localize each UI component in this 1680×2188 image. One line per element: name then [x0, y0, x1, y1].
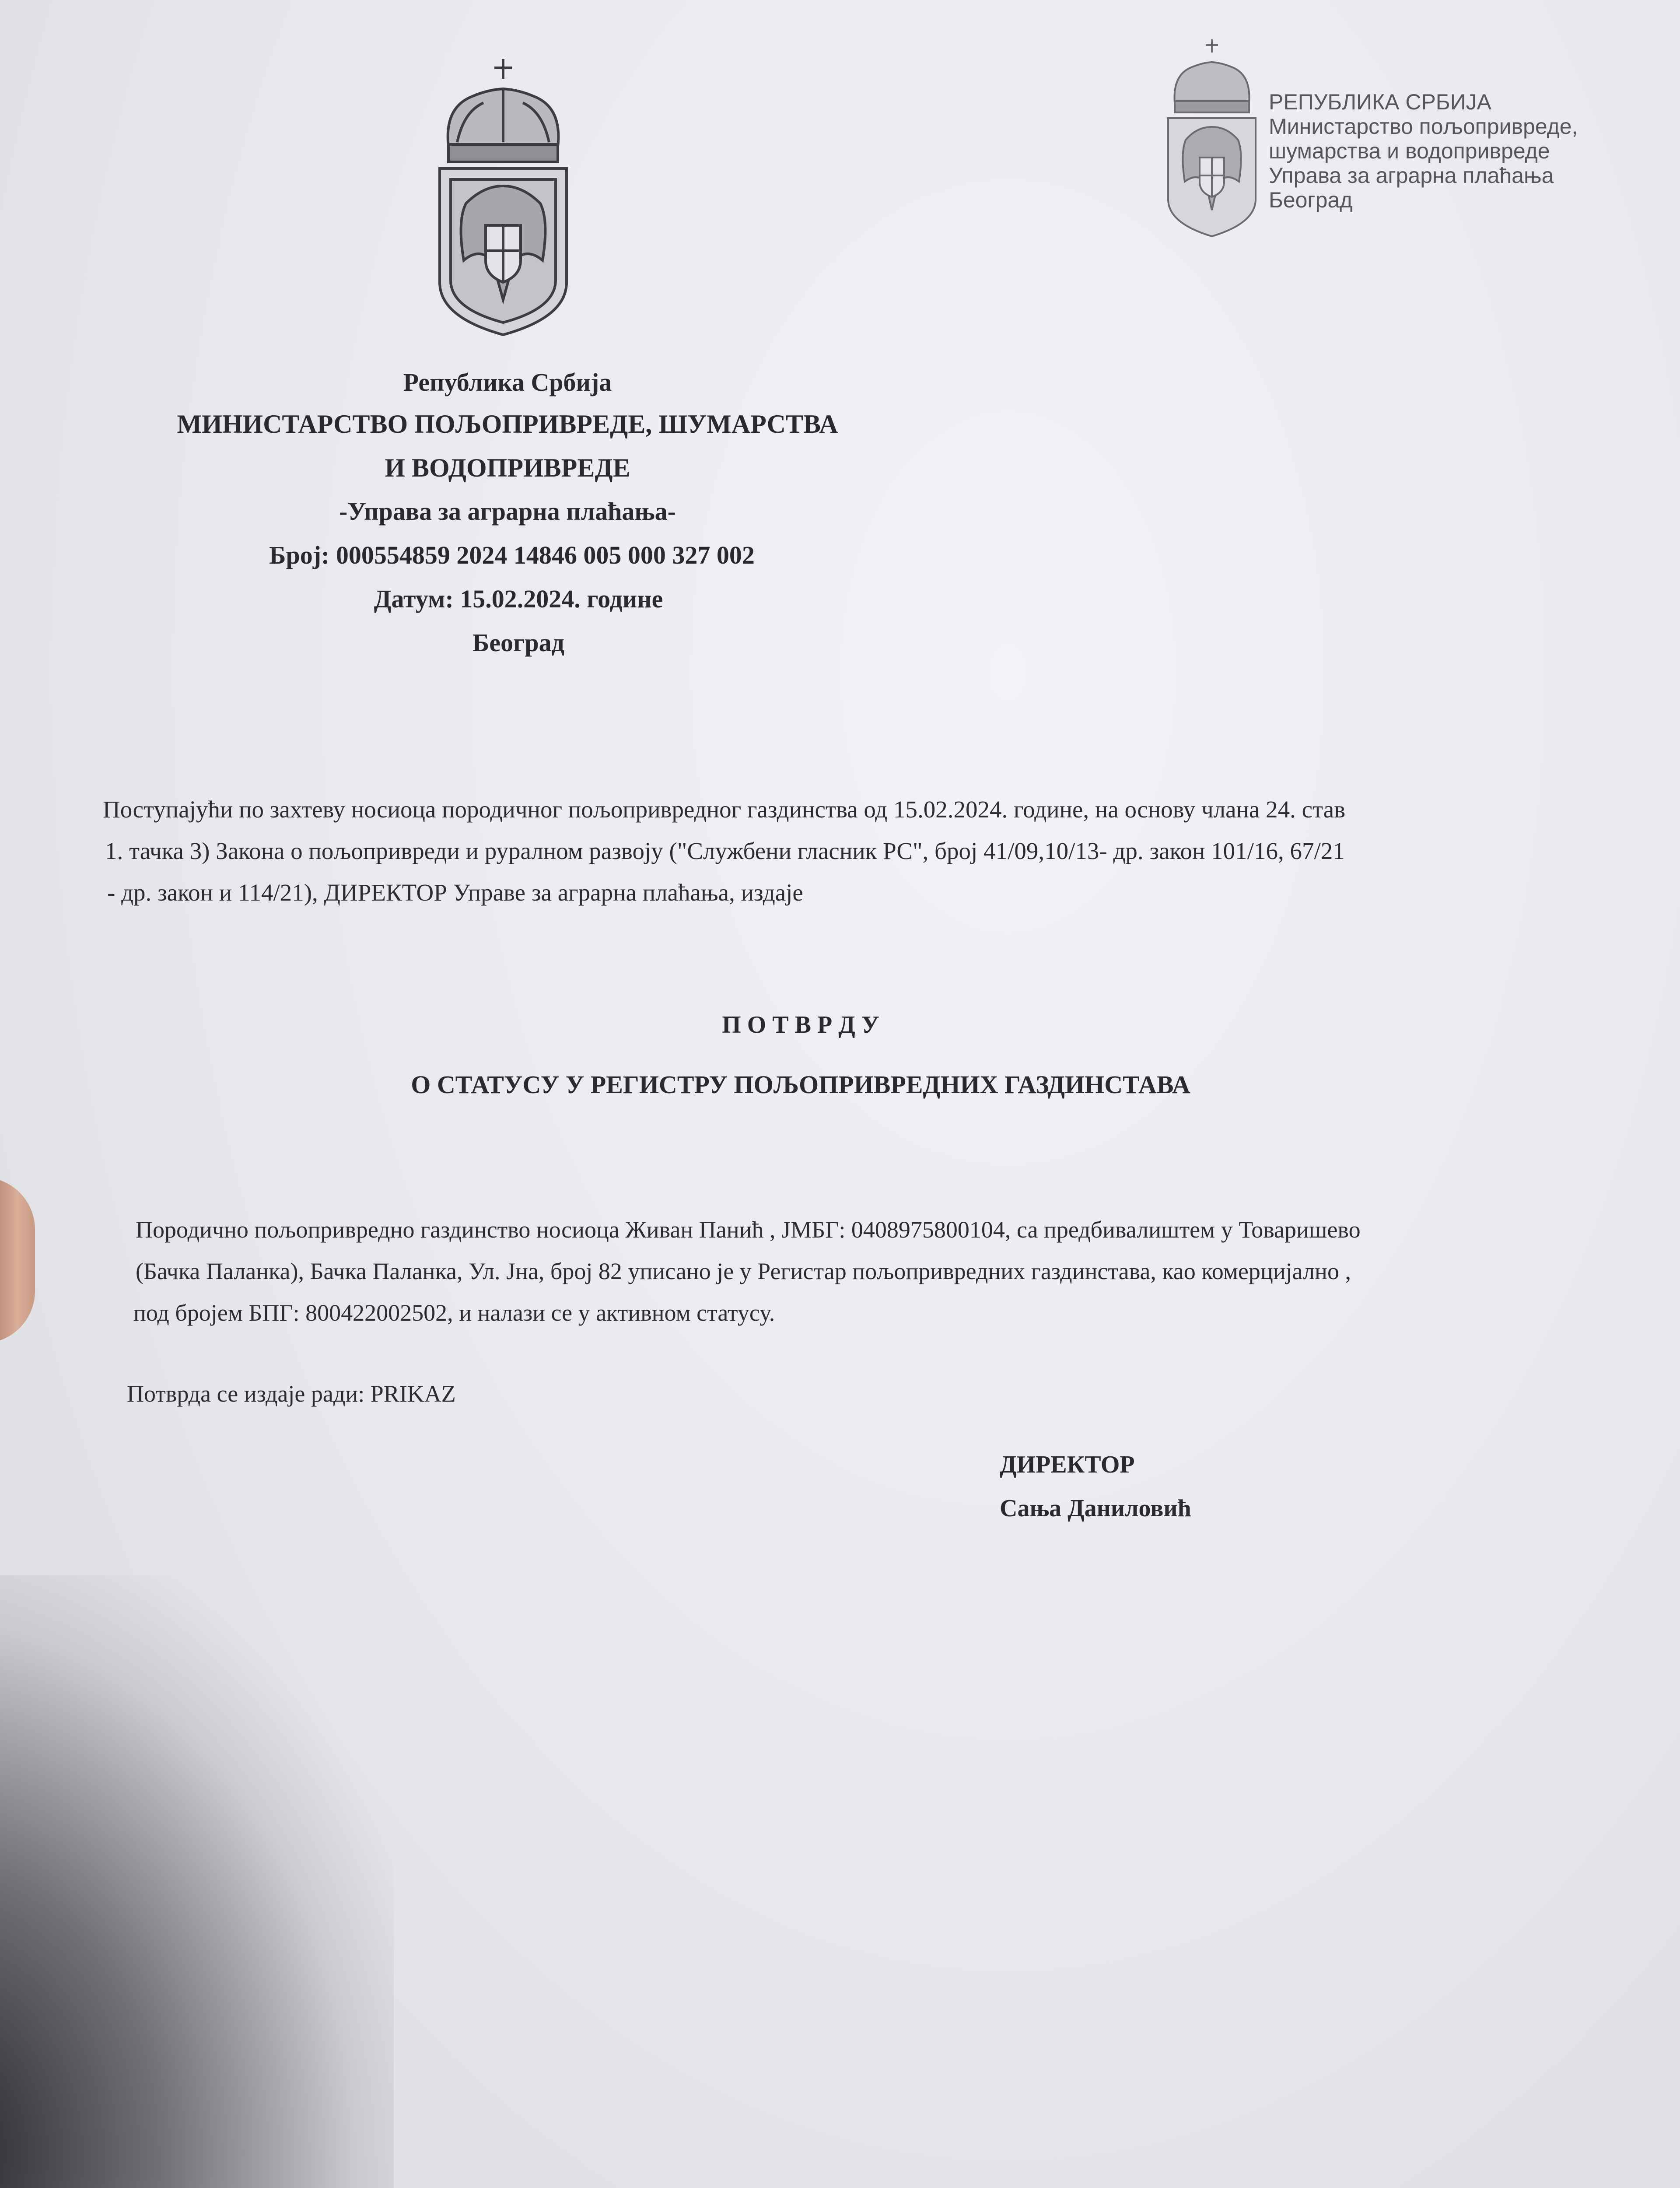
- body-line-3: под бројем БПГ: 800422002502, и налази се у активном статусу.: [133, 1300, 775, 1326]
- stamp-line-1: РЕПУБЛИКА СРБИЈА: [1269, 90, 1491, 114]
- document-subtitle: О СТАТУСУ У РЕГИСТРУ ПОЉОПРИВРЕДНИХ ГАЗДИНСТАВА: [411, 1070, 1190, 1099]
- directorate-heading: -Управа за аграрна плаћања-: [339, 497, 676, 526]
- finger-edge: [0, 1177, 35, 1343]
- intro-line-2: 1. тачка 3) Закона о пољопривреди и руралном развоју ("Службени гласник РС", број 41/09,10/13- др. закон 101/16, 67/21: [105, 838, 1345, 864]
- body-line-1: Породично пољопривредно газдинство носиоца Живан Панић , ЈМБГ: 0408975800104, са предбивалиштем у Товаришево: [136, 1217, 1361, 1243]
- document-date: Датум: 15.02.2024. године: [374, 585, 663, 613]
- intro-line-1: Поступајући по захтеву носиоца породичног пољопривредног газдинства од 15.02.2024. године, на основу члана 24. став: [103, 796, 1346, 823]
- body-line-2: (Бачка Паланка), Бачка Паланка, Ул. Јна, број 82 уписано је у Регистар пољопривредних газдинстава, као комерцијално ,: [136, 1258, 1351, 1284]
- stamp-line-3: шумарства и водопривреде: [1269, 139, 1550, 163]
- stamp-line-2: Министарство пољопривреде,: [1269, 114, 1578, 139]
- stamp-line-5: Београд: [1269, 188, 1353, 212]
- ministry-heading-line1: МИНИСТАРСТВО ПОЉОПРИВРЕДЕ, ШУМАРСТВА: [177, 410, 838, 438]
- photo-shadow: [0, 1575, 394, 2188]
- stamp-text-block: [1269, 90, 1578, 212]
- intro-line-3: - др. закон и 114/21), ДИРЕКТОР Управе за аграрна плаћања, издаје: [107, 879, 803, 906]
- document-title: П О Т В Р Д У: [722, 1011, 879, 1038]
- document-number: Број: 000554859 2024 14846 005 000 327 002: [269, 541, 755, 569]
- stamp-line-4: Управа за аграрна плаћања: [1269, 163, 1554, 188]
- serbian-coat-of-arms-stamp-icon: [1164, 37, 1260, 238]
- signature-title: ДИРЕКТОР: [1000, 1451, 1135, 1478]
- serbian-coat-of-arms-icon: [431, 55, 575, 339]
- document-city: Београд: [472, 628, 565, 657]
- purpose-line: Потврда се издаје ради: PRIKAZ: [127, 1381, 456, 1407]
- ministry-heading-line2: И ВОДОПРИВРЕДЕ: [385, 453, 630, 482]
- signature-name: Сања Даниловић: [1000, 1495, 1191, 1522]
- republic-heading: Република Србија: [403, 368, 612, 396]
